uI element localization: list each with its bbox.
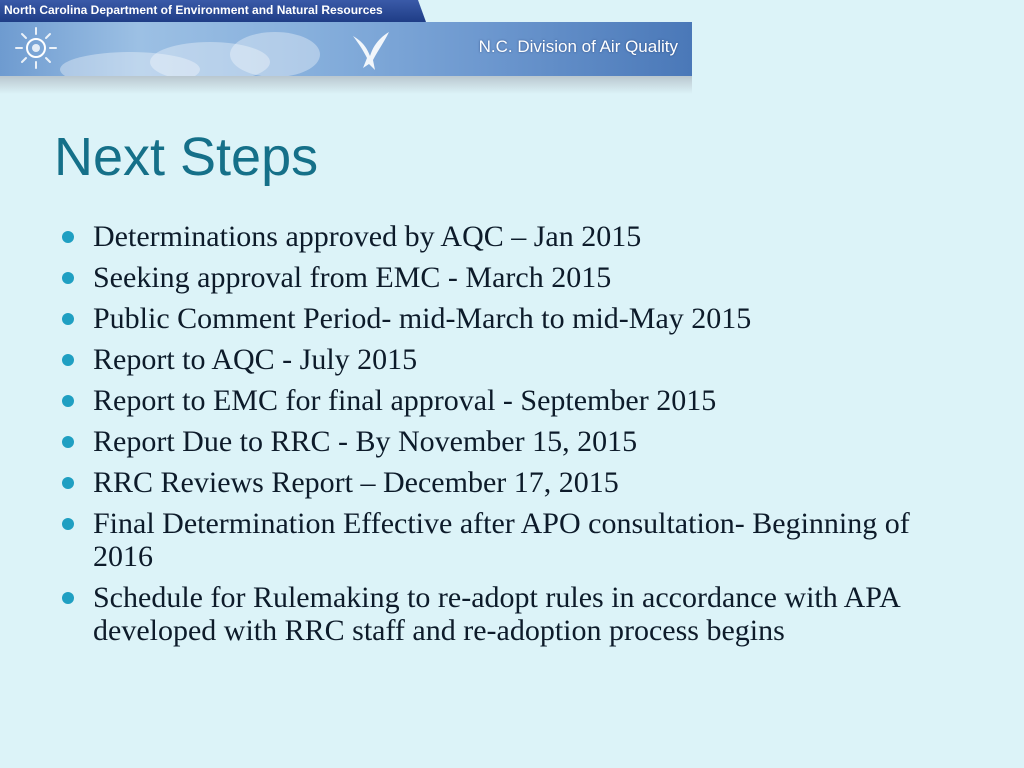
bullet-dot bbox=[62, 395, 74, 407]
bullet-text: Report to EMC for final approval - September 2015 bbox=[93, 384, 717, 417]
bullet-item bbox=[62, 220, 962, 253]
bullet-item bbox=[62, 581, 962, 647]
bullet-item bbox=[62, 466, 962, 499]
bullet-item bbox=[62, 343, 962, 376]
bullet-dot bbox=[62, 592, 74, 604]
bullet-item bbox=[62, 302, 962, 335]
sun-icon bbox=[6, 24, 66, 74]
bullet-text: Schedule for Rulemaking to re-adopt rules in accordance with APA developed with RRC staff and re-adoption process begins bbox=[93, 581, 900, 647]
bullet-text: Public Comment Period- mid-March to mid-May 2015 bbox=[93, 302, 752, 335]
bullet-item bbox=[62, 425, 962, 458]
bullet-dot bbox=[62, 272, 74, 284]
bullet-dot bbox=[62, 436, 74, 448]
bullet-text: Report Due to RRC - By November 15, 2015 bbox=[93, 425, 638, 458]
bullet-item bbox=[62, 261, 962, 294]
cloud-shape bbox=[230, 32, 320, 76]
bullet-text: Report to AQC - July 2015 bbox=[93, 343, 418, 376]
bullet-text: Seeking approval from EMC - March 2015 bbox=[93, 261, 612, 294]
bullet-text: RRC Reviews Report – December 17, 2015 bbox=[93, 466, 619, 499]
bullet-dot bbox=[62, 354, 74, 366]
header-banner bbox=[0, 22, 692, 76]
bullet-dot bbox=[62, 313, 74, 325]
slide-title: Next Steps bbox=[54, 127, 319, 187]
bullet-dot bbox=[62, 477, 74, 489]
bullet-text: Final Determination Effective after APO consultation- Beginning of 2016 bbox=[93, 507, 910, 573]
org-label: North Carolina Department of Environment and Natural Resources bbox=[4, 3, 383, 17]
division-label: N.C. Division of Air Quality bbox=[478, 37, 678, 56]
bullet-item bbox=[62, 507, 962, 573]
bullet-dot bbox=[62, 518, 74, 530]
bullet-item bbox=[62, 384, 962, 417]
bullet-text: Determinations approved by AQC – Jan 2015 bbox=[93, 220, 642, 253]
bullet-list bbox=[62, 220, 962, 655]
bird-icon bbox=[345, 28, 395, 74]
banner-shadow bbox=[0, 76, 692, 94]
bullet-dot bbox=[62, 231, 74, 243]
